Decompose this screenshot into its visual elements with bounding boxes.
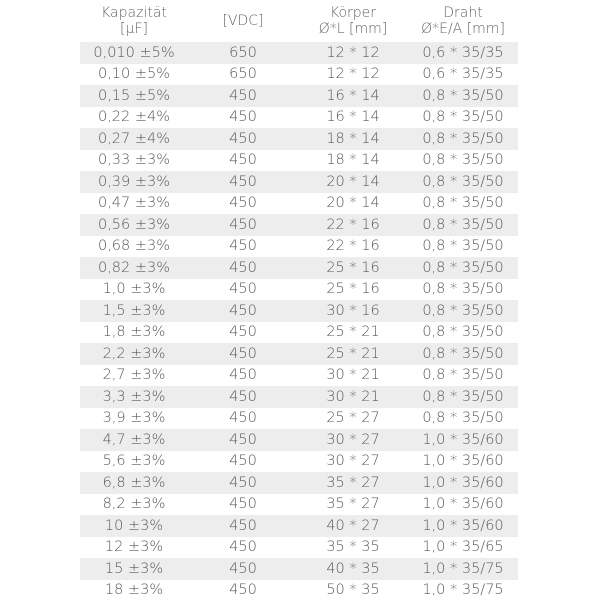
cell-body-size: 18 * 14 bbox=[298, 152, 408, 168]
cell-wire-size: 0,6 * 35/35 bbox=[408, 66, 518, 82]
cell-voltage: 450 bbox=[188, 195, 298, 211]
table-row bbox=[80, 580, 518, 601]
cell-voltage: 450 bbox=[188, 518, 298, 534]
table-row bbox=[80, 107, 518, 129]
cell-body-size: 20 * 14 bbox=[298, 174, 408, 190]
cell-body-size: 12 * 12 bbox=[298, 45, 408, 61]
cell-body-size: 22 * 16 bbox=[298, 217, 408, 233]
table-row bbox=[80, 214, 518, 236]
cell-body-size: 50 * 35 bbox=[298, 582, 408, 598]
cell-capacity: 0,010 ±5% bbox=[80, 45, 188, 61]
cell-voltage: 450 bbox=[188, 260, 298, 276]
cell-wire-size: 0,8 * 35/50 bbox=[408, 303, 518, 319]
cell-voltage: 450 bbox=[188, 281, 298, 297]
table-row bbox=[80, 537, 518, 559]
table-row bbox=[80, 279, 518, 301]
table-row bbox=[80, 472, 518, 494]
cell-capacity: 3,3 ±3% bbox=[80, 389, 188, 405]
cell-wire-size: 1,0 * 35/60 bbox=[408, 432, 518, 448]
table-row bbox=[80, 150, 518, 172]
cell-body-size: 35 * 27 bbox=[298, 496, 408, 512]
cell-voltage: 450 bbox=[188, 109, 298, 125]
cell-capacity: 2,2 ±3% bbox=[80, 346, 188, 362]
header-body-line2: Ø*L [mm] bbox=[319, 21, 387, 37]
cell-body-size: 25 * 21 bbox=[298, 324, 408, 340]
table-row bbox=[80, 365, 518, 387]
cell-body-size: 30 * 27 bbox=[298, 432, 408, 448]
header-wire-line2: Ø*E/A [mm] bbox=[421, 21, 505, 37]
cell-voltage: 650 bbox=[188, 45, 298, 61]
cell-body-size: 12 * 12 bbox=[298, 66, 408, 82]
cell-wire-size: 1,0 * 35/60 bbox=[408, 453, 518, 469]
cell-capacity: 0,22 ±4% bbox=[80, 109, 188, 125]
cell-wire-size: 0,8 * 35/50 bbox=[408, 238, 518, 254]
cell-voltage: 450 bbox=[188, 217, 298, 233]
cell-capacity: 2,7 ±3% bbox=[80, 367, 188, 383]
cell-voltage: 450 bbox=[188, 346, 298, 362]
cell-voltage: 450 bbox=[188, 453, 298, 469]
cell-capacity: 1,8 ±3% bbox=[80, 324, 188, 340]
table-row bbox=[80, 236, 518, 258]
table-row bbox=[80, 429, 518, 451]
capacitor-spec-table bbox=[80, 0, 518, 601]
cell-body-size: 20 * 14 bbox=[298, 195, 408, 211]
cell-voltage: 450 bbox=[188, 389, 298, 405]
cell-body-size: 30 * 21 bbox=[298, 389, 408, 405]
cell-wire-size: 0,8 * 35/50 bbox=[408, 346, 518, 362]
table-row bbox=[80, 515, 518, 537]
table-row bbox=[80, 451, 518, 473]
cell-voltage: 450 bbox=[188, 539, 298, 555]
cell-wire-size: 0,8 * 35/50 bbox=[408, 324, 518, 340]
cell-body-size: 16 * 14 bbox=[298, 88, 408, 104]
cell-voltage: 450 bbox=[188, 152, 298, 168]
cell-wire-size: 0,8 * 35/50 bbox=[408, 152, 518, 168]
cell-wire-size: 0,8 * 35/50 bbox=[408, 260, 518, 276]
table-row bbox=[80, 558, 518, 580]
cell-voltage: 450 bbox=[188, 475, 298, 491]
cell-body-size: 16 * 14 bbox=[298, 109, 408, 125]
cell-body-size: 35 * 35 bbox=[298, 539, 408, 555]
cell-capacity: 0,10 ±5% bbox=[80, 66, 188, 82]
cell-wire-size: 0,8 * 35/50 bbox=[408, 195, 518, 211]
cell-capacity: 5,6 ±3% bbox=[80, 453, 188, 469]
cell-capacity: 0,39 ±3% bbox=[80, 174, 188, 190]
cell-wire-size: 0,8 * 35/50 bbox=[408, 410, 518, 426]
cell-voltage: 450 bbox=[188, 174, 298, 190]
table-row bbox=[80, 171, 518, 193]
header-body-line1: Körper bbox=[330, 5, 376, 21]
header-voltage-line1: [VDC] bbox=[222, 13, 263, 29]
cell-capacity: 3,9 ±3% bbox=[80, 410, 188, 426]
cell-wire-size: 0,8 * 35/50 bbox=[408, 281, 518, 297]
table-row bbox=[80, 257, 518, 279]
header-voltage bbox=[188, 0, 298, 42]
cell-body-size: 40 * 27 bbox=[298, 518, 408, 534]
cell-voltage: 450 bbox=[188, 324, 298, 340]
cell-body-size: 30 * 16 bbox=[298, 303, 408, 319]
cell-body-size: 25 * 16 bbox=[298, 260, 408, 276]
cell-capacity: 0,68 ±3% bbox=[80, 238, 188, 254]
cell-wire-size: 1,0 * 35/75 bbox=[408, 561, 518, 577]
cell-capacity: 0,47 ±3% bbox=[80, 195, 188, 211]
table-row bbox=[80, 85, 518, 107]
cell-capacity: 1,5 ±3% bbox=[80, 303, 188, 319]
cell-body-size: 25 * 16 bbox=[298, 281, 408, 297]
cell-voltage: 450 bbox=[188, 88, 298, 104]
cell-capacity: 15 ±3% bbox=[80, 561, 188, 577]
cell-voltage: 450 bbox=[188, 367, 298, 383]
cell-voltage: 450 bbox=[188, 582, 298, 598]
header-capacity bbox=[80, 0, 188, 42]
table-row bbox=[80, 300, 518, 322]
cell-body-size: 40 * 35 bbox=[298, 561, 408, 577]
cell-wire-size: 1,0 * 35/75 bbox=[408, 582, 518, 598]
cell-capacity: 0,56 ±3% bbox=[80, 217, 188, 233]
table-row bbox=[80, 193, 518, 215]
table-row bbox=[80, 386, 518, 408]
cell-capacity: 1,0 ±3% bbox=[80, 281, 188, 297]
cell-capacity: 0,33 ±3% bbox=[80, 152, 188, 168]
table-row bbox=[80, 128, 518, 150]
cell-wire-size: 0,8 * 35/50 bbox=[408, 88, 518, 104]
cell-capacity: 8,2 ±3% bbox=[80, 496, 188, 512]
cell-body-size: 22 * 16 bbox=[298, 238, 408, 254]
cell-capacity: 18 ±3% bbox=[80, 582, 188, 598]
cell-wire-size: 1,0 * 35/60 bbox=[408, 475, 518, 491]
cell-body-size: 25 * 21 bbox=[298, 346, 408, 362]
header-body bbox=[298, 0, 408, 42]
cell-body-size: 35 * 27 bbox=[298, 475, 408, 491]
cell-voltage: 450 bbox=[188, 238, 298, 254]
table-row bbox=[80, 343, 518, 365]
header-wire-line1: Draht bbox=[443, 5, 482, 21]
cell-capacity: 0,15 ±5% bbox=[80, 88, 188, 104]
cell-capacity: 12 ±3% bbox=[80, 539, 188, 555]
cell-voltage: 650 bbox=[188, 66, 298, 82]
table-row bbox=[80, 42, 518, 64]
cell-body-size: 30 * 21 bbox=[298, 367, 408, 383]
cell-capacity: 0,27 ±4% bbox=[80, 131, 188, 147]
cell-wire-size: 0,6 * 35/35 bbox=[408, 45, 518, 61]
cell-wire-size: 1,0 * 35/60 bbox=[408, 518, 518, 534]
cell-voltage: 450 bbox=[188, 561, 298, 577]
table-body bbox=[80, 42, 518, 601]
cell-voltage: 450 bbox=[188, 303, 298, 319]
header-capacity-line2: [µF] bbox=[120, 21, 148, 37]
header-wire bbox=[408, 0, 518, 42]
cell-capacity: 6,8 ±3% bbox=[80, 475, 188, 491]
table-row bbox=[80, 408, 518, 430]
table-row bbox=[80, 64, 518, 86]
cell-wire-size: 0,8 * 35/50 bbox=[408, 174, 518, 190]
cell-voltage: 450 bbox=[188, 432, 298, 448]
table-header bbox=[80, 0, 518, 42]
cell-wire-size: 0,8 * 35/50 bbox=[408, 367, 518, 383]
cell-capacity: 10 ±3% bbox=[80, 518, 188, 534]
cell-voltage: 450 bbox=[188, 131, 298, 147]
cell-wire-size: 0,8 * 35/50 bbox=[408, 217, 518, 233]
cell-wire-size: 0,8 * 35/50 bbox=[408, 389, 518, 405]
cell-wire-size: 0,8 * 35/50 bbox=[408, 131, 518, 147]
header-capacity-line1: Kapazität bbox=[101, 5, 167, 21]
table-row bbox=[80, 322, 518, 344]
cell-wire-size: 1,0 * 35/65 bbox=[408, 539, 518, 555]
cell-capacity: 4,7 ±3% bbox=[80, 432, 188, 448]
cell-capacity: 0,82 ±3% bbox=[80, 260, 188, 276]
table-row bbox=[80, 494, 518, 516]
cell-voltage: 450 bbox=[188, 496, 298, 512]
cell-wire-size: 0,8 * 35/50 bbox=[408, 109, 518, 125]
cell-body-size: 25 * 27 bbox=[298, 410, 408, 426]
cell-wire-size: 1,0 * 35/60 bbox=[408, 496, 518, 512]
cell-body-size: 18 * 14 bbox=[298, 131, 408, 147]
cell-voltage: 450 bbox=[188, 410, 298, 426]
cell-body-size: 30 * 27 bbox=[298, 453, 408, 469]
